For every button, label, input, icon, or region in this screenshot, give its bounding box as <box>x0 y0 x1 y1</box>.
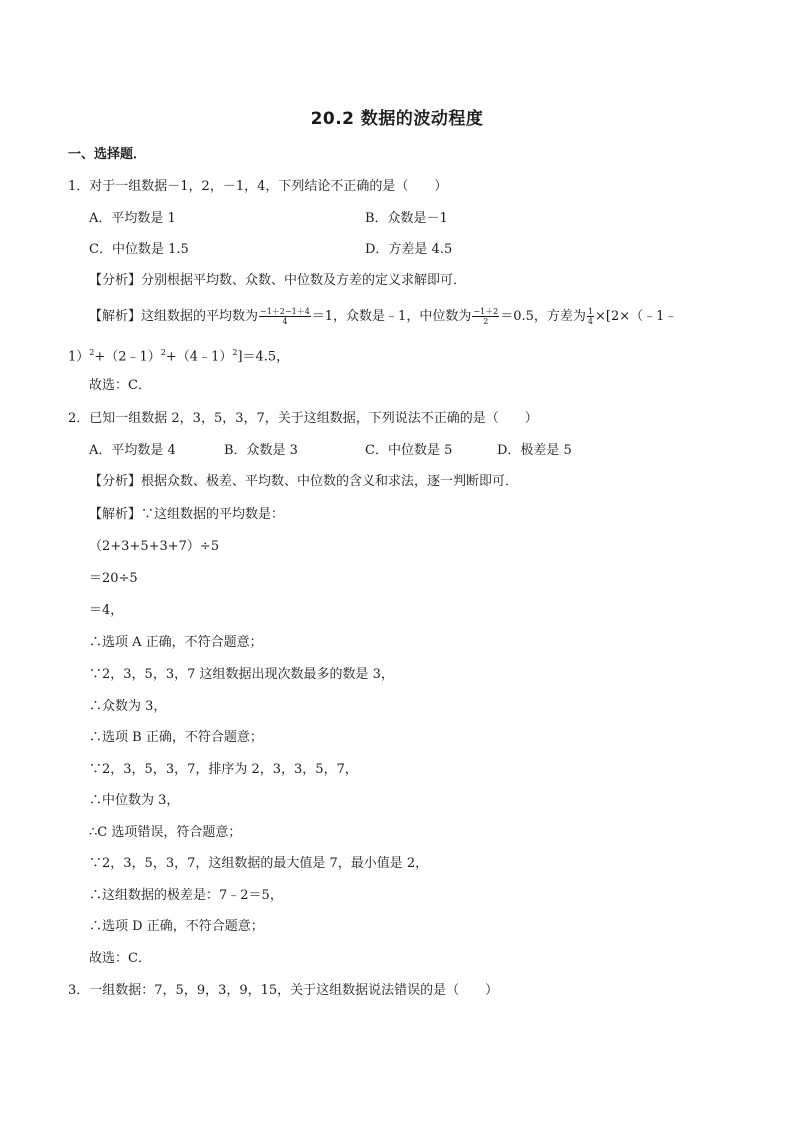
variance-fraction-numerator: 1 <box>587 307 593 316</box>
variance-fraction-denominator: 4 <box>587 317 593 326</box>
question-1-solution-line-1 <box>89 307 677 326</box>
question-1-analysis: 【分析】分别根据平均数、众数、中位数及方差的定义求解即可． <box>89 273 467 288</box>
question-2-solution-line: ＝20÷5 <box>89 571 138 586</box>
question-2-option-d: D．极差是 5 <box>497 443 572 458</box>
square-exponent: 2 <box>160 348 166 357</box>
solution-end: ×[2×（﹣1﹣ <box>595 309 678 324</box>
question-2-option-b: B．众数是 3 <box>224 443 298 458</box>
variance-result: ]＝4.5， <box>237 349 290 365</box>
variance-term-3: +（4﹣1） <box>165 349 233 365</box>
variance-term-1: 1） <box>68 349 90 365</box>
question-2-solution-line: ∴选项 D 正确，不符合题意； <box>89 919 264 934</box>
page-title: 20.2 数据的波动程度 <box>310 109 484 129</box>
solution-mid-2: ＝0.5，方差为 <box>500 309 586 324</box>
question-2-solution-line: ∴众数为 3， <box>89 699 167 714</box>
question-1-option-a: A．平均数是 1 <box>89 211 176 226</box>
question-1-solution-line-2 <box>68 344 289 366</box>
question-3-stem: 3．一组数据：7，5，9，3，9，15，关于这组数据说法错误的是（ ） <box>68 983 499 998</box>
question-2-solution-line: （2+3+5+3+7）÷5 <box>89 539 220 554</box>
question-2-solution-line: ∴选项 A 正确，不符合题意； <box>89 635 263 650</box>
question-2-solution-line: ＝4， <box>89 603 124 618</box>
question-1-option-b: B．众数是－1 <box>365 211 448 226</box>
question-2-solution-line: 【解析】∵这组数据的平均数是： <box>89 507 285 522</box>
question-2-option-c: C．中位数是 5 <box>365 443 453 458</box>
question-2-solution-line: ∵2，3，5，3，7 这组数据出现次数最多的数是 3， <box>89 667 394 682</box>
mean-fraction-denominator: 4 <box>282 317 288 326</box>
mean-fraction-numerator: −1＋2−1＋4 <box>260 307 310 316</box>
variance-fraction <box>587 307 594 326</box>
solution-prefix: 【解析】这组数据的平均数为 <box>89 309 259 324</box>
question-2-solution-line: ∵2，3，5，3，7，排序为 2，3，3，5，7， <box>89 762 358 777</box>
square-exponent: 2 <box>232 348 238 357</box>
question-2-solution-line: ∴C 选项错误，符合题意； <box>89 825 242 840</box>
question-2-analysis: 【分析】根据众数、极差、平均数、中位数的含义和求法，逐一判断即可． <box>89 474 519 489</box>
question-1-option-d: D．方差是 4.5 <box>365 242 453 257</box>
question-2-solution-line: ∴这组数据的极差是：7﹣2＝5， <box>89 888 283 903</box>
question-2-solution-line: ∵2，3，5，3，7，这组数据的最大值是 7，最小值是 2， <box>89 856 429 871</box>
median-fraction <box>472 307 499 326</box>
section-heading: 一、选择题． <box>68 147 147 162</box>
variance-term-2: +（2﹣1） <box>94 349 161 365</box>
question-1-option-c: C．中位数是 1.5 <box>89 242 189 257</box>
median-fraction-numerator: −1＋2 <box>473 307 499 316</box>
question-2-option-a: A．平均数是 4 <box>89 443 176 458</box>
question-2-solution-line: ∴中位数为 3， <box>89 793 180 808</box>
median-fraction-denominator: 2 <box>483 317 489 326</box>
question-2-answer: 故选：C． <box>89 951 151 966</box>
mean-fraction <box>259 307 311 326</box>
question-1-stem: 1．对于一组数据－1，2，－1，4，下列结论不正确的是（ ） <box>68 179 448 194</box>
square-exponent: 2 <box>89 348 95 357</box>
solution-mid-1: ＝1，众数是﹣1，中位数为 <box>311 309 472 324</box>
question-2-solution-line: ∴选项 B 正确，不符合题意； <box>89 730 263 745</box>
question-1-answer: 故选：C． <box>89 378 151 393</box>
question-2-stem: 2．已知一组数据 2，3，5，3，7，关于这组数据，下列说法不正确的是（ ） <box>68 411 538 426</box>
